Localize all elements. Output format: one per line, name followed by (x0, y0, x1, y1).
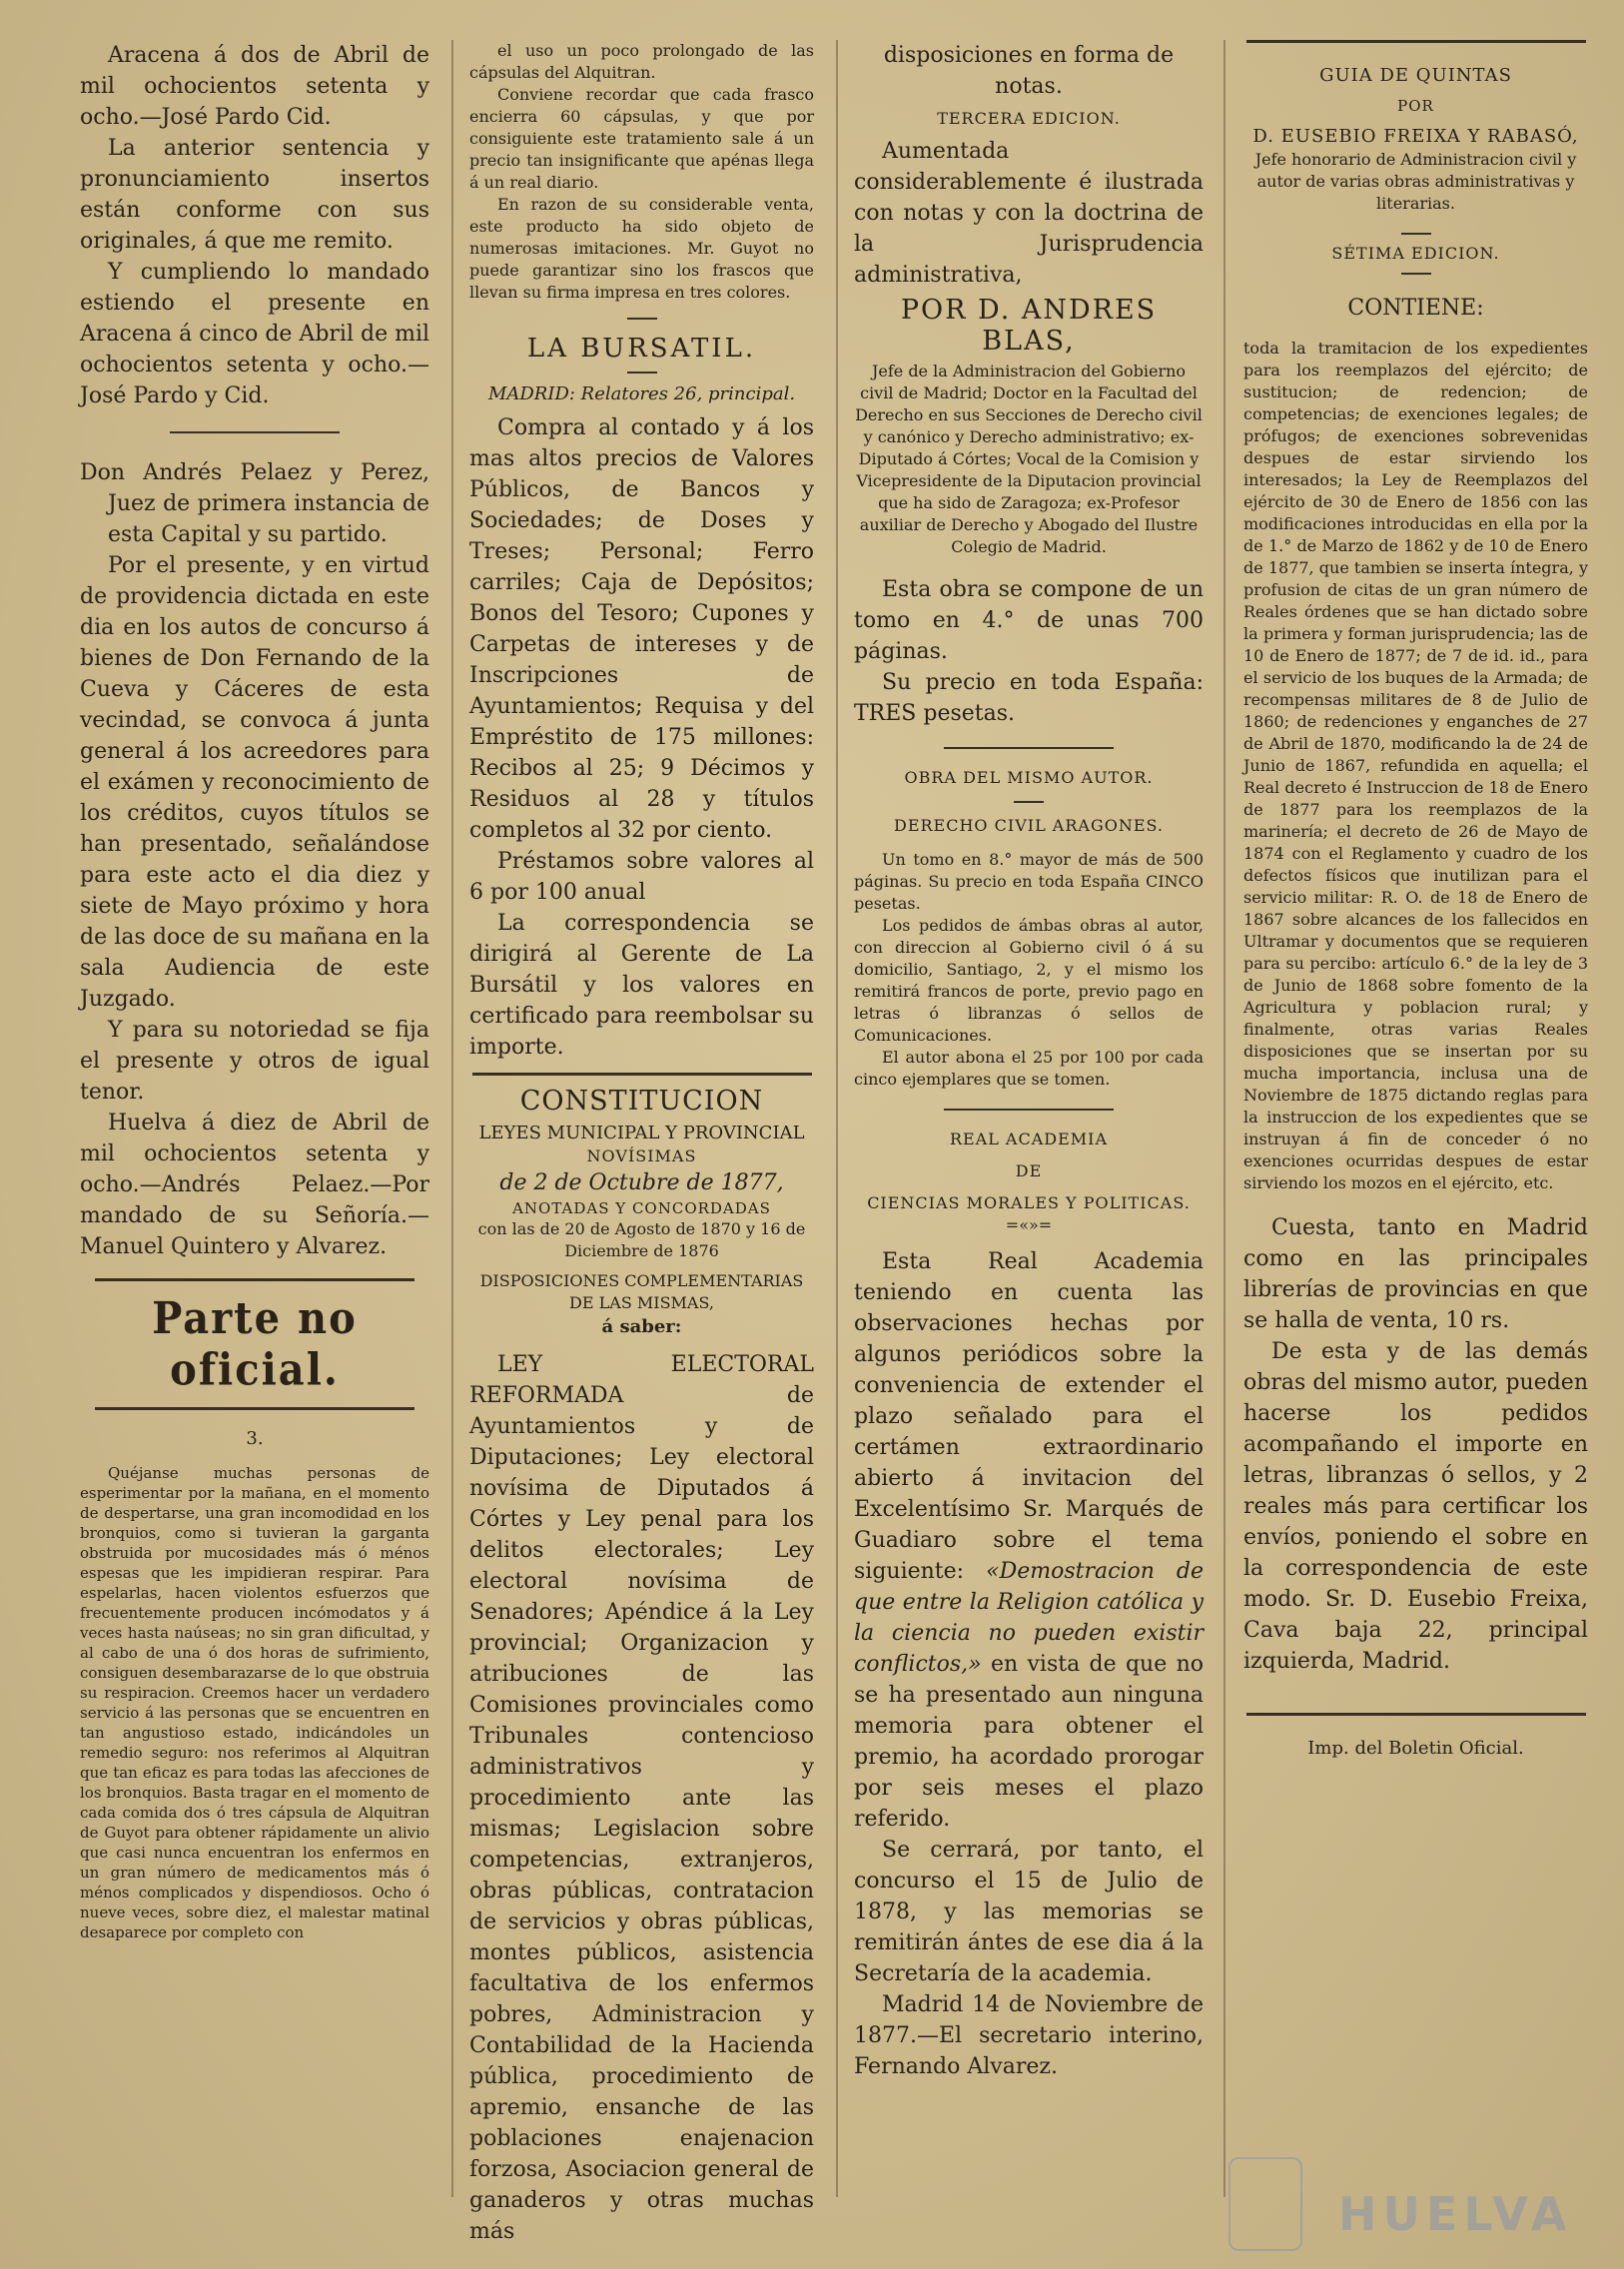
heading-obra: OBRA DEL MISMO AUTOR. (904, 768, 1154, 787)
paragraph: La correspondencia se dirigirá al Gerente de La Bursátil y los valores en certificado para reembolsar su importe. (469, 911, 814, 1060)
paragraph: Esta obra se compone de un tomo en 4.° de unas 700 páginas. (854, 577, 1204, 664)
paragraph: Aumentada considerablemente é ilustrada con notas y con la doctrina de la Jurisprudencia administrativa, (854, 139, 1204, 288)
paragraph: Se cerrará, por tanto, el concurso el 15 de Julio de 1878, y las memorias se remitirán ántes de ese dia á la Secretaría de la academia. (854, 1838, 1204, 1986)
paragraph: Préstamos sobre valores al 6 por 100 anual (469, 849, 814, 905)
author-description: Jefe honorario de Administracion civil y autor de varias obras administrativas y literarias. (1254, 150, 1577, 213)
divider (627, 318, 657, 320)
paragraph: disposiciones en forma de notas. (883, 43, 1175, 99)
subheading: DISPOSICIONES COMPLEMENTARIAS DE LAS MISMAS, (479, 1271, 804, 1312)
subheading: á saber: (601, 1316, 682, 1337)
paragraph: Cuesta, tanto en Madrid como en las principales librerías de provincias en que se halla de venta, 10 rs. (1243, 1215, 1588, 1333)
paragraph: Jefe de la Administracion del Gobierno civil de Madrid; Doctor en la Facultad del Derecho en sus Secciones de Derecho civil y canónico y Derecho administrativo; ex-Diputado á Córtes; Vocal de la Comision y Vicepresidente de la Diputacion provincial que ha sido de Zaragoza; ex-Profesor auxiliar de Derecho y Abogado del Ilustre Colegio de Madrid. (855, 362, 1203, 556)
paragraph: Don Andrés Pelaez y Perez, Juez de primera instancia de esta Capital y su partido. (80, 460, 429, 547)
contiene: CONTIENE: (1347, 296, 1484, 321)
divider (1014, 801, 1044, 803)
subheading: NOVÍSIMAS (586, 1146, 697, 1165)
edition: TERCERA EDICION. (937, 109, 1121, 128)
paragraph: Conviene recordar que cada frasco encierra 60 cápsulas, y que por consiguiente este tratamiento sale á un precio tan insignificante que apénas llega á un real diario. (469, 85, 814, 192)
paragraph: Y para su notoriedad se fija el presente y otros de igual tenor. (80, 1018, 429, 1105)
ornament: =«»= (1005, 1215, 1053, 1234)
divider (95, 1278, 414, 1281)
divider (95, 1407, 414, 1410)
column-2 (469, 40, 814, 2247)
quote: «Demostracion de que entre la Religion católica y la ciencia no pueden existir conflictos,» (854, 1559, 1204, 1677)
watermark: HUELVA (1338, 2187, 1573, 2241)
author-name: POR D. ANDRES BLAS, (900, 295, 1158, 357)
column-3 (854, 40, 1204, 2082)
subheading: POR (1397, 97, 1434, 115)
article-number: 3. (246, 1428, 264, 1449)
paragraph: En razon de su considerable venta, este producto ha sido objeto de numerosas imitaciones. Mr. Guyot no puede garantizar sino los frascos que llevan su firma impresa en tres colores. (469, 195, 814, 302)
subheading: LEYES MUNICIPAL Y PROVINCIAL (478, 1123, 805, 1143)
paragraph: Madrid 14 de Noviembre de 1877.—El secretario interino, Fernando Alvarez. (854, 1992, 1204, 2079)
paragraph: el uso un poco prolongado de las cápsulas del Alquitran. (469, 41, 814, 82)
paragraph: Aracena á dos de Abril de mil ochocientos setenta y ocho.—José Pardo Cid. (80, 43, 429, 130)
subheading: con las de 20 de Agosto de 1870 y 16 de Diciembre de 1876 (477, 1219, 806, 1260)
column-1 (80, 40, 429, 1942)
heading-constitucion: CONSTITUCION (519, 1086, 764, 1117)
divider (1401, 273, 1431, 275)
paragraph-text: Esta Real Academia teniendo en cuenta las observaciones hechas por algunos periódicos sobre la conveniencia de extender el plazo señalado para el certámen extraordinario abierto á invitacion del Excelentísimo Sr. Marqués de Guadiaro sobre el tema siguiente: (854, 1249, 1204, 1584)
paragraph: Y cumpliendo lo mandado estiendo el presente en Aracena á cinco de Abril de mil ochocientos setenta y ocho.—José Pardo y Cid. (80, 260, 430, 408)
paragraph: Compra al contado y á los mas altos precios de Valores Públicos, de Bancos y Sociedades; de Doses y Treses; Personal; Ferro carriles; Caja de Depósitos; Bonos del Tesoro; Cupones y Carpetas de intereses y de Inscripciones de Ayuntamientos; Requisa y del Empréstito de 175 millones: Recibos al 25; 9 Décimos y Residuos al 28 y títulos completos al 32 por ciento. (469, 415, 814, 843)
author-name: D. EUSEBIO FREIXA Y RABASÓ, (1252, 126, 1579, 147)
column-rule (1223, 40, 1225, 2197)
heading-guia: GUIA DE QUINTAS (1319, 65, 1512, 86)
divider (1246, 1713, 1586, 1716)
imprint: Imp. del Boletin Oficial. (1307, 1738, 1524, 1759)
paragraph: Huelva á diez de Abril de mil ochocientos setenta y ocho.—Andrés Pelaez.—Por mandado de su Señoría.—Manuel Quintero y Alvarez. (80, 1111, 429, 1259)
paragraph: De esta y de las demás obras del mismo autor, pueden hacerse los pedidos acompañando el importe en letras, libranzas ó sellos, y 2 reales más para certificar los envíos, poniendo el sobre en la correspondencia de este modo. Sr. D. Eusebio Freixa, Cava baja 22, principal izquierda, Madrid. (1243, 1339, 1588, 1674)
paragraph: toda la tramitacion de los expedientes para los reemplazos del ejército; de sustitucion; de redencion; de competencias; de exenciones legales; de prófugos; de exenciones sobrevenidas despues de estar sirviendo los interesados; la Ley de Reemplazos del ejército de 30 de Enero de 1856 con las modificaciones introducidas en ella por la de 1.° de Marzo de 1862 y de 10 de Enero de 1877, que tambien se inserta íntegra, y profusion de citas de un gran número de Reales órdenes que se han dictado sobre la primera y forman jurisprudencia; las de 10 de Enero de 1877; de 7 de id. id., para el servicio de los buques de la Armada; de recompensas militares de 8 de Julio de 1860; de redenciones y enganches de 27 de Abril de 1870, modificando la de 24 de Junio de 1867, refundida en aquella; el Real decreto é Instruccion de 18 de Enero de 1877 para los reemplazos de la marinería; el decreto de 26 de Mayo de 1874 con el Reglamento y cuadro de los defectos físicos que inutilizan para el servicio militar: R. O. de 18 de Enero de 1867 sobre alcances de los fallecidos en Ultramar y documentos que se requieren para su percibo: artículo 6.° de la ley de 3 de Junio de 1868 sobre fomento de la Agricultura y poblacion rural; y finalmente, otras varias Reales disposiciones que se insertan por su mucha importancia, inclusa una de Noviembre de 1875 dictando reglas para la instruccion de los expedientes que se instruyan á fin de conceder ó no exenciones ocurridas despues de estar sirviendo los mozos en el ejército, etc. (1243, 339, 1588, 1192)
subheading: DE (1015, 1161, 1043, 1180)
paragraph: Su precio en toda España: TRES pesetas. (854, 670, 1204, 726)
divider (1246, 40, 1586, 43)
divider (1401, 233, 1431, 235)
paragraph: La anterior sentencia y pronunciamiento insertos están conforme con sus originales, á que me remito. (80, 136, 429, 254)
divider (944, 1109, 1114, 1111)
paragraph: LEY ELECTORAL REFORMADA de Ayuntamientos y de Diputaciones; Ley electoral novísima de Diputados á Córtes y Ley penal para los delitos electorales; Ley electoral novísima de Senadores; Apéndice á la Ley provincial; Organizacion y atribuciones de las Comisiones provinciales como Tribunales contencioso administrativos y procedimiento ante las mismas; Legislacion sobre competencias, extranjeros, obras públicas, contratacion de servicios y obras públicas, montes públicos, asistencia facultativa de los enfermos pobres, Administracion y Contabilidad de la Hacienda pública, procedimiento de apremio, ensanche de las poblaciones enajenacion forzosa, Asociacion general de ganaderos y otras muchas más (469, 1352, 814, 2244)
divider (944, 747, 1114, 749)
column-rule (836, 40, 838, 2197)
paragraph-text: en vista de que no se ha presentado aun ninguna memoria para obtener el premio, ha acordado prorogar por seis meses el plazo referido. (854, 1652, 1204, 1832)
edition: SÉTIMA EDICION. (1331, 244, 1500, 263)
paragraph: Quéjanse muchas personas de esperimentar por la mañana, en el momento de despertarse, una gran incomodidad en los bronquios, como si tuvieran la garganta obstruida por mucosidades más ó ménos espesas que les impidieran respirar. Para espelarlas, hacen violentos esfuerzos que frecuentemente producen incómodatos y á veces hasta naúseas; no sin gran dificultad, y al cabo de una ó dos horas de sufrimiento, consiguen desembarazarse de lo que obstruia su respiracion. Creemos hacer un verdadero servicio á las personas que se encuentren en tan angustioso estado, indicándoles un remedio seguro: nos referimos al Alquitran que tan eficaz es para todas las afecciones de los bronquios. Basta tragar en el momento de cada comida dos ó tres cápsula de Alquitran de Guyot para obtener rápidamente un alivio que casi nunca encuentran los enfermos en un gran número de medicamentos más ó ménos complicados y dispendiosos. Ocho ó nueve veces, sobre diez, el malestar matinal desaparece por completo con (80, 1464, 429, 1941)
heading-la-bursatil: LA BURSATIL. (526, 334, 757, 364)
divider (627, 372, 657, 374)
heading-real-academia: REAL ACADEMIA (949, 1130, 1109, 1148)
address: MADRID: Relatores 26, principal. (487, 383, 796, 404)
subheading: CIENCIAS MORALES Y POLITICAS. (867, 1193, 1191, 1212)
column-4 (1243, 40, 1588, 1761)
subheading: DERECHO CIVIL ARAGONES. (894, 816, 1164, 835)
paragraph: Un tomo en 8.° mayor de más de 500 páginas. Su precio en toda España CINCO pesetas. (854, 850, 1204, 913)
paragraph (854, 1246, 1204, 1835)
paragraph: Por el presente, y en virtud de providencia dictada en este dia en los autos de concurso á bienes de Don Fernando de la Cueva y Cáceres de esta vecindad, se convoca á junta general á los acreedores para el exámen y reconocimiento de los créditos, cuyos títulos se han presentado, señalándose para este acto el dia diez y siete de Mayo próximo y hora de las doce de su mañana en la sala Audiencia de este Juzgado. (80, 553, 429, 1012)
paragraph: El autor abona el 25 por 100 por cada cinco ejemplares que se tomen. (854, 1048, 1204, 1089)
divider (170, 431, 340, 433)
date: de 2 de Octubre de 1877, (499, 1170, 784, 1195)
subheading: ANOTADAS Y CONCORDADAS (512, 1199, 771, 1217)
column-rule (451, 40, 453, 2197)
section-title: Parte no oficial. (152, 1292, 358, 1396)
huelva-seal-icon (1228, 2157, 1302, 2251)
paragraph: Los pedidos de ámbas obras al autor, con direccion al Gobierno civil ó á su domicilio, Santiago, 2, y el mismo los remitirá francos de porte, previo pago en letras ó libranzas ó sellos de Comunicaciones. (854, 916, 1204, 1045)
divider (472, 1073, 812, 1076)
